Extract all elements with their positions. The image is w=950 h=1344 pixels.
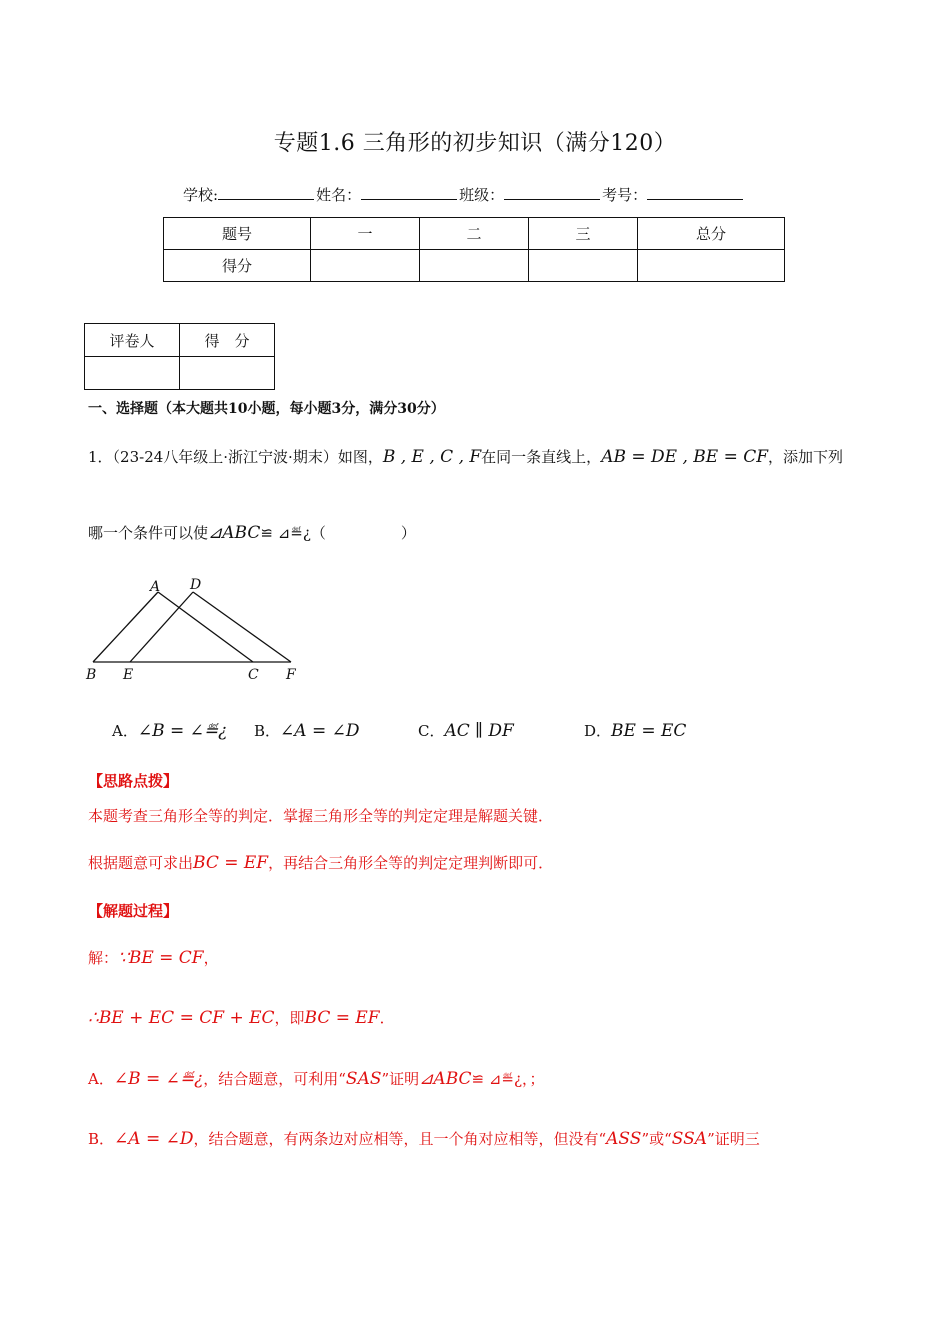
option-d[interactable] [584,720,686,741]
school-label: 学校: [183,186,219,204]
score-table-header-row [164,218,785,250]
question-text: ，添加下列 [768,448,844,466]
solution-math: ASS [606,1129,642,1149]
option-b[interactable] [254,720,359,741]
question-answer-bracket: （ ） [310,524,416,542]
grader-table [84,323,275,390]
grader-score-cell [180,357,275,390]
question-1-line-1 [88,446,843,467]
segment-df [193,592,291,662]
solution-math: ∴BE + EC = CF + EC [88,1008,275,1028]
hint-line-2 [88,852,553,873]
question-1-line-2 [88,522,416,543]
question-source: （23-24八年级上·浙江宁波·期末）如图， [112,448,383,466]
solution-text: ，即 [274,1009,305,1027]
score-header-cell: 二 [420,218,529,250]
solution-option-b [88,1128,760,1149]
option-label: A． [112,722,138,740]
solution-math: SSA [671,1129,708,1149]
section-heading: 一、选择题（本大题共10小题，每小题3分，满分30分） [88,401,445,417]
option-c[interactable] [418,720,514,741]
solution-text: ，结合题意，有两条边对应相等，且一个角对应相等，但没有“ [193,1130,607,1148]
solution-text: 解： [88,949,119,967]
question-text: 哪一个条件可以使 [88,524,209,542]
question-number: 1． [88,448,113,466]
score-table [163,217,785,282]
triangle-figure [80,570,310,690]
solution-text: ”证明三 [707,1130,760,1148]
solution-option-a [88,1068,545,1089]
hint-text: 根据题意可求出 [88,854,194,872]
hint-line-1: 本题考查三角形全等的判定．掌握三角形全等的判定定理是解题关键． [88,807,554,825]
solution-label: A． [88,1070,114,1088]
score-header-cell: 一 [311,218,420,250]
question-symbol: ≌ ⊿≝¿ [260,524,311,542]
option-math: ∠B = ∠≝¿ [137,721,228,741]
question-text: 在同一条直线上， [481,448,602,466]
solution-math: ⊿ABC [419,1069,472,1089]
class-blank [504,185,600,200]
option-label: D． [584,722,612,740]
score-header-cell: 题号 [164,218,311,250]
solution-heading: 【解题过程】 [88,902,179,920]
score-header-cell: 总分 [638,218,785,250]
solution-math: BC = EF [304,1008,380,1028]
exam-no-blank [647,185,743,200]
name-label: 姓名： [316,186,362,204]
hint-math: BC = EF [193,853,269,873]
point-label-c: C [248,667,259,683]
solution-math: SAS [345,1069,382,1089]
option-a[interactable] [112,720,227,741]
solution-step-1 [88,947,219,968]
score-cell [638,250,785,282]
solution-text: ，结合题意，可利用“ [203,1070,346,1088]
name-blank [361,185,457,200]
option-label: C． [418,722,445,740]
score-header-cell: 三 [529,218,638,250]
solution-text: ”证明 [381,1070,420,1088]
solution-text: ”或“ [641,1130,672,1148]
solution-text: ≌ ⊿≝¿，； [471,1070,545,1088]
hint-text: ，再结合三角形全等的判定定理判断即可． [268,854,554,872]
segment-ba [93,592,158,662]
solution-math: ∵BE = CF [118,948,204,968]
solution-text: ， [203,949,219,967]
grader-cell [85,357,180,390]
class-label: 班级： [459,186,505,204]
option-label: B． [254,722,281,740]
grader-score-label: 得 分 [180,324,275,357]
solution-math: ∠B = ∠≝¿ [113,1069,204,1089]
point-label-b: B [86,667,97,683]
segment-ac [158,592,253,662]
option-math: ∠A = ∠D [280,721,360,741]
school-blank [218,185,314,200]
score-row-label: 得分 [164,250,311,282]
point-label-e: E [123,667,134,683]
score-cell [420,250,529,282]
student-info-fields [183,184,745,205]
segment-ed [130,592,193,662]
solution-text: ． [379,1009,395,1027]
hint-heading: 【思路点拨】 [88,772,179,790]
score-cell [529,250,638,282]
exam-no-label: 考号： [602,186,648,204]
page-title: 专题1.6 三角形的初步知识（满分120） [273,131,677,156]
point-label-d: D [190,577,202,593]
score-cell [311,250,420,282]
option-math: BE = EC [611,721,687,741]
option-math: AC ∥ DF [444,721,514,741]
solution-label: B． [88,1130,115,1148]
solution-step-2 [88,1007,395,1028]
question-math: ⊿ABC [208,523,261,543]
question-condition: AB = DE , BE = CF [601,447,769,467]
solution-math: ∠A = ∠D [114,1129,194,1149]
point-label-f: F [286,667,296,683]
grader-label: 评卷人 [85,324,180,357]
question-points: B , E , C , F [382,447,482,467]
point-label-a: A [150,579,161,595]
score-table-score-row [164,250,785,282]
